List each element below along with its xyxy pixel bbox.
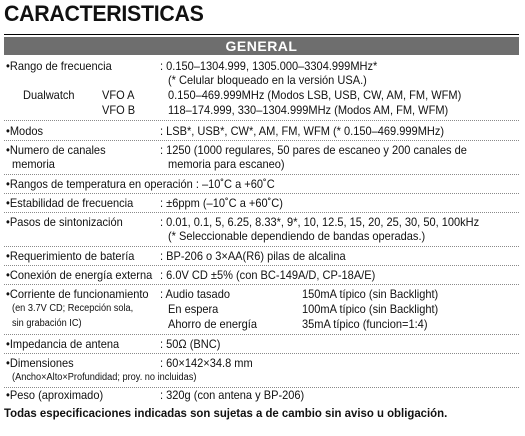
corriente-value-2: 100mA típico (sin Backlight) (302, 302, 439, 316)
separator (4, 246, 519, 247)
corriente-value-1: 150mA típico (sin Backlight) (302, 287, 439, 301)
spec-value-estabilidad: : ±6ppm (–10˚C a +60˚C) (160, 196, 283, 210)
separator (4, 265, 519, 266)
spec-note-corriente-2: sin grabación IC) (12, 318, 82, 329)
vfo-b-label: VFO B (102, 103, 136, 117)
section-header-general: GENERAL (4, 37, 519, 55)
corriente-mode-2: En espera (168, 302, 219, 316)
spec-label-modos: •Modos (6, 124, 44, 138)
spec-label-bateria: •Requerimiento de batería (6, 249, 135, 263)
spec-note-dimensiones: (Ancho×Alto×Profundidad; proy. no incluidas) (12, 372, 197, 383)
corriente-mode-1: : Audio tasado (160, 287, 230, 301)
spec-label-rango: •Rango de frecuencia (6, 59, 112, 73)
spec-value-impedancia: : 50Ω (BNC) (160, 337, 221, 351)
spec-value-dimensiones: : 60×142×34.8 mm (160, 356, 253, 370)
spec-value-rango: : 0.150–1304.999, 1305.000–3304.999MHz* (160, 59, 378, 73)
spec-label-corriente: •Corriente de funcionamiento (6, 287, 149, 301)
spec-label-pasos: •Pasos de sintonización (6, 215, 123, 229)
spec-value-pasos: : 0.01, 0.1, 5, 6.25, 8.33*, 9*, 10, 12.5, 15, 20, 25, 30, 50, 100kHz (160, 215, 480, 229)
title-underline (4, 34, 519, 35)
separator (4, 353, 519, 354)
spec-label-dimensiones: •Dimensiones (6, 356, 74, 370)
corriente-mode-3: Ahorro de energía (168, 317, 257, 331)
spec-label-canales: •Numero de canales (6, 143, 106, 157)
separator (4, 120, 519, 121)
page-title: CARACTERISTICAS (4, 1, 204, 26)
separator (4, 174, 519, 175)
spec-value-canales: : 1250 (1000 regulares, 50 pares de escaneo y 200 canales de (160, 143, 467, 157)
vfo-a-value: 0.150–469.999MHz (Modos LSB, USB, CW, AM, FM, WFM) (168, 88, 462, 102)
spec-value-peso: : 320g (con antena y BP-206) (160, 388, 305, 402)
corriente-value-3: 35mA típico (funcion=1:4) (302, 317, 428, 331)
vfo-b-value: 118–174.999, 330–1304.999MHz (Modos AM, FM, WFM) (168, 103, 449, 117)
separator (4, 140, 519, 141)
spec-value-canales-2: memoria para escaneo) (168, 157, 285, 171)
separator (4, 193, 519, 194)
spec-value-conexion: : 6.0V CD ±5% (con BC-149A/D, CP-18A/E) (160, 268, 376, 282)
dualwatch-label: Dualwatch (23, 88, 75, 102)
spec-temperatura: •Rangos de temperatura en operación : –10˚C a +60˚C (6, 177, 275, 191)
spec-label-estabilidad: •Estabilidad de frecuencia (6, 196, 134, 210)
spec-label-peso: •Peso (aproximado) (6, 388, 104, 402)
separator (4, 334, 519, 335)
spec-note-corriente-1: (en 3.7V CD; Recepción sola, (12, 303, 134, 314)
spec-note-pasos: (* Seleccionable dependiendo de bandas operadas.) (168, 229, 426, 243)
spec-label-impedancia: •Impedancia de antena (6, 337, 120, 351)
vfo-a-label: VFO A (102, 88, 135, 102)
spec-note-rango: (* Celular bloqueado en la versión USA.) (168, 73, 367, 87)
separator (4, 212, 519, 213)
spec-value-modos: : LSB*, USB*, CW*, AM, FM, WFM (* 0.150–469.999MHz) (160, 124, 445, 138)
footer-disclaimer: Todas especificaciones indicadas son sujetas a de cambio sin aviso u obligación. (4, 406, 448, 420)
spec-label-conexion: •Conexión de energía externa (6, 268, 153, 282)
separator (4, 284, 519, 285)
spec-value-bateria: : BP-206 o 3×AA(R6) pilas de alcalina (160, 249, 346, 263)
spec-label-canales-2: memoria (12, 157, 55, 171)
